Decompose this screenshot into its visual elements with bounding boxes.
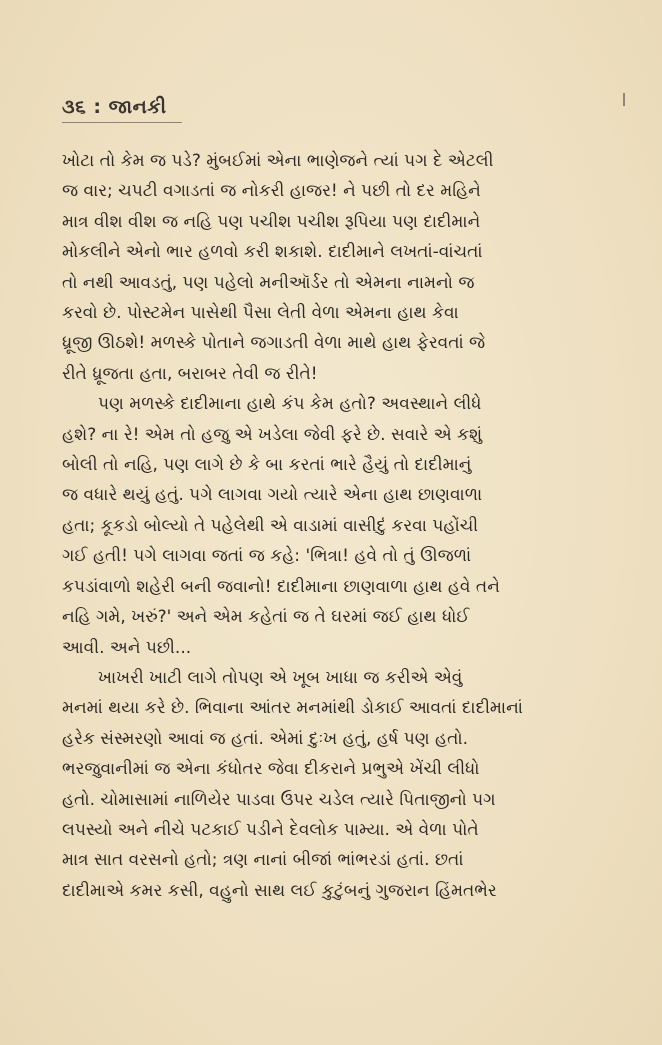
running-head: ૩૬ : જાનકી [62, 96, 167, 118]
paragraph-2 [62, 389, 610, 663]
paragraph-1 [62, 146, 610, 389]
text-line: હતો. ચોમાસામાં નાળિયેર પાડવા ઉપર ચડેલ ત્યારે પિતાજીનો પગ [62, 789, 496, 810]
paragraph-3 [62, 663, 610, 906]
text-line: મનમાં થયા કરે છે. ભિવાના આંતર મનમાંથી ડોકાઈ આવતાં દાદીમાનાં [62, 698, 523, 719]
text-line: પણ મળસ્કે દાદીમાના હાથે કંપ કેમ હતો? અવસ્થાને લીધે [98, 394, 482, 415]
text-line: હશે? ના રે! એમ તો હજુ એ ખડેલા જેવી ફરે છે. સવારે એ કશું [62, 424, 483, 445]
text-line: ખાખરી ખાટી લાગે તોપણ એ ખૂબ ખાધા જ કરીએ એવું [98, 667, 463, 688]
text-line: ખોટા તો કેમ જ પડે? મુંબઈમાં એના ભાણેજને ત્યાં પગ દે એટલી [62, 151, 494, 171]
text-line: માત્ર સાત વરસનો હતો; ત્રણ નાનાં બીજાં ભાંભરડાં હતાં. છતાં [62, 850, 464, 871]
body-text [62, 146, 610, 906]
text-line: ભરજુવાનીમાં જ એના કંધોતર જેવા દીકરાને પ્રભુએ ખેંચી લીધો [62, 759, 480, 780]
text-line: તો નથી આવડતું, પણ પહેલો મનીઑર્ડર તો એમના નામનો જ [62, 272, 475, 293]
text-line: કરવો છે. પોસ્ટમેન પાસેથી પૈસા લેતી વેળા એમના હાથ કેવા [62, 303, 459, 324]
text-line: ધ્રૂજી ઊઠશે! મળસ્કે પોતાને જગાડતી વેળા માથે હાથ ફેરવતાં જે [62, 333, 486, 354]
text-line: નહિ ગમે, ખરું?' અને એમ કહેતાં જ તે ઘરમાં જઈ હાથ ધોઈ [62, 607, 470, 628]
text-line: આવી. અને પછી... [62, 637, 192, 658]
margin-mark [623, 93, 625, 106]
text-line: દાદીમાએ કમર કસી, વહુનો સાથ લઈ કુટુંબનું ગુજરાન હિંમતભેર [62, 880, 497, 901]
text-line: બોલી તો નહિ, પણ લાગે છે કે બા કરતાં ભારે હૈયું તો દાદીમાનું [62, 455, 472, 476]
header-rule [62, 122, 182, 126]
text-line: મોકલીને એનો ભાર હળવો કરી શકાશે. દાદીમાને લખતાં-વાંચતાં [62, 242, 483, 263]
text-line: ગઈ હતી! પગે લાગવા જતાં જ કહે: 'ભિત્રા! હવે તો તું ઊજળાં [62, 546, 472, 567]
text-line: જ વધારે થયું હતું. પગે લાગવા ગયો ત્યારે એના હાથ છાણવાળા [62, 485, 483, 506]
text-line: રીતે ધ્રૂજતા હતા, બરાબર તેવી જ રીતે! [62, 363, 318, 384]
text-line: લપસ્યો અને નીચે પટકાઈ પડીને દેવલોક પામ્યા. એ વેળા પોતે [62, 819, 479, 840]
text-line: માત્ર વીશ વીશ જ નહિ પણ પચીશ પચીશ રૂપિયા પણ દાદીમાને [62, 211, 481, 232]
text-line: કપડાંવાળો શહેરી બની જવાનો! દાદીમાના છાણવાળા હાથ હવે તને [62, 576, 500, 597]
text-line: જ વાર; ચપટી વગાડતાં જ નોકરી હાજર! ને પછી તો દર મહિને [62, 181, 481, 202]
text-line: હરેક સંસ્મરણો આવાં જ હતાં. એમાં દુઃખ હતું, હર્ષ પણ હતો. [62, 728, 469, 749]
text-line: હતા; કૂકડો બોલ્યો તે પહેલેથી એ વાડામાં વાસીદું કરવા પહોંચી [62, 515, 479, 536]
